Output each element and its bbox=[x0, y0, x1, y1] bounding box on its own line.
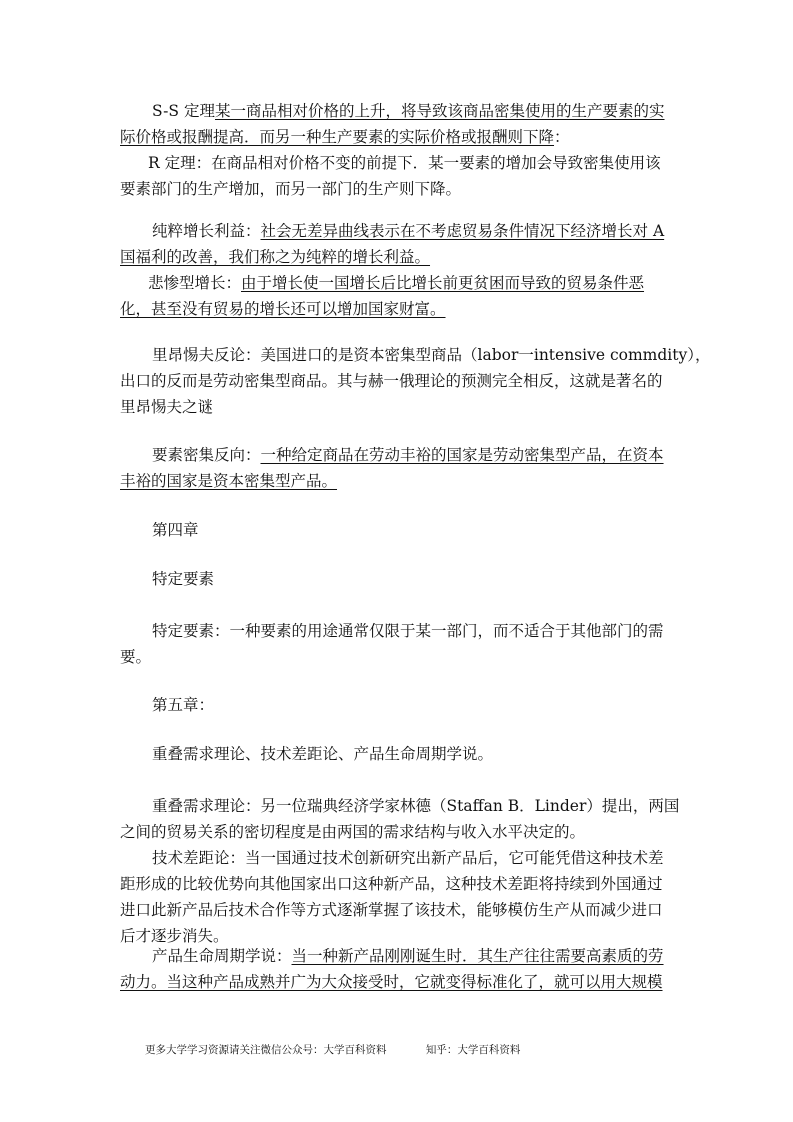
ss-theorem-line-2: 际价格或报酬提高．而另一种生产要素的实际价格或报酬则下降： bbox=[120, 128, 570, 146]
pure-growth-line-2: 国福利的改善，我们称之为纯粹的增长利益。 bbox=[120, 248, 431, 266]
chapter-4-heading: 第四章 bbox=[152, 521, 199, 539]
r-theorem-line-2: 要素部门的生产增加，而另一部门的生产则下降。 bbox=[120, 180, 462, 198]
immiserizing-growth-term: 悲惨型增长： bbox=[148, 274, 242, 292]
r-term: R 定理： bbox=[148, 154, 212, 172]
factor-reversal-line-2: 丰裕的国家是资本密集型产品。 bbox=[120, 472, 338, 490]
technology-gap-line-3: 进口此新产品后技术合作等方式逐渐掌握了该技术，能够模仿生产从而减少进口 bbox=[120, 901, 663, 919]
ss-definition-part-1: 某一商品相对价格的上升，将导致该商品密集使用的生产要素的实 bbox=[214, 102, 665, 120]
footer-wechat-note: 更多大学学习资源请关注微信公众号：大学百科资料 bbox=[145, 1044, 387, 1056]
chapter-5-heading: 第五章： bbox=[152, 696, 215, 714]
pure-growth-term: 纯粹增长利益： bbox=[152, 222, 261, 240]
chapter-5-subtitle: 重叠需求理论、技术差距论、产品生命周期学说。 bbox=[152, 745, 494, 763]
factor-reversal-term: 要素密集反向： bbox=[152, 446, 261, 464]
footer-zhihu-note: 知乎：大学百科资料 bbox=[425, 1044, 521, 1056]
technology-gap-line-4: 后才逐步消失。 bbox=[120, 927, 229, 945]
page-footer bbox=[145, 1042, 556, 1058]
technology-gap-line-2: 距形成的比较优势向其他国家出口这种新产品，这种技术差距将持续到外国通过 bbox=[120, 875, 663, 893]
overlapping-demand-line-1: 重叠需求理论：另一位瑞典经济学家林德（Staffan B．Linder）提出，两国 bbox=[152, 797, 680, 815]
immiserizing-growth-line-1: 悲惨型增长：由于增长使一国增长后比增长前更贫困而导致的贸易条件恶 bbox=[148, 274, 645, 292]
technology-gap-line-1: 技术差距论：当一国通过技术创新研究出新产品后，它可能凭借这种技术差 bbox=[152, 849, 664, 867]
immiserizing-growth-line-2: 化，甚至没有贸易的增长还可以增加国家财富。 bbox=[120, 300, 446, 318]
leontief-line-3: 里昂惕夫之谜 bbox=[120, 398, 214, 416]
factor-reversal-line-1: 要素密集反向：一种给定商品在劳动丰裕的国家是劳动密集型产品，在资本 bbox=[152, 446, 664, 464]
specific-factor-line-1: 特定要素：一种要素的用途通常仅限于某一部门，而不适合于其他部门的需 bbox=[152, 622, 664, 640]
ss-term: S-S 定理 bbox=[152, 102, 215, 120]
pure-growth-line-1: 纯粹增长利益：社会无差异曲线表示在不考虑贸易条件情况下经济增长对 A bbox=[152, 222, 665, 240]
product-life-cycle-term: 产品生命周期学说： bbox=[152, 947, 292, 965]
leontief-line-1: 里昂惕夫反论：美国进口的是资本密集型商品（labor一intensive commdity）， bbox=[152, 346, 711, 364]
chapter-4-subtitle: 特定要素 bbox=[152, 570, 215, 588]
specific-factor-line-2: 要。 bbox=[120, 648, 152, 666]
ss-definition-part-2: 际价格或报酬提高．而另一种生产要素的实际价格或报酬则下降 bbox=[120, 128, 555, 146]
r-theorem-line-1: R 定理：在商品相对价格不变的前提下．某一要素的增加会导致密集使用该 bbox=[148, 154, 661, 172]
ss-theorem-line-1 bbox=[120, 98, 712, 124]
leontief-line-2: 出口的反而是劳动密集型商品。其与赫一俄理论的预测完全相反，这就是著名的 bbox=[120, 372, 663, 390]
overlapping-demand-line-2: 之间的贸易关系的密切程度是由两国的需求结构与收入水平决定的。 bbox=[120, 823, 586, 841]
product-life-cycle-line-2: 动力。当这种产品成熟并广为大众接受时，它就变得标准化了，就可以用大规模 bbox=[120, 973, 663, 991]
product-life-cycle-line-1: 产品生命周期学说：当一种新产品刚刚诞生时．其生产往往需要高素质的劳 bbox=[152, 947, 664, 965]
